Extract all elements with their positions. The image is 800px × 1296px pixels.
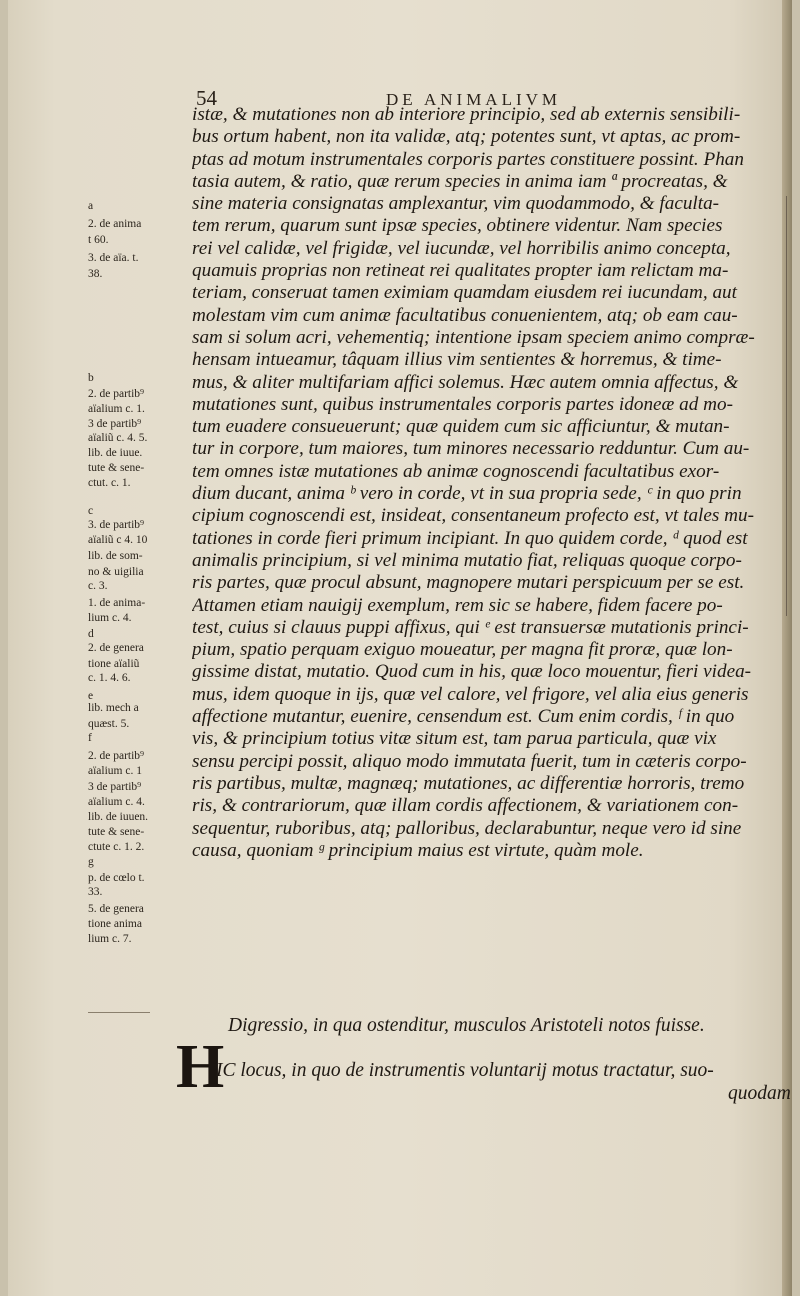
running-head: DE ANIMALIVM [386, 90, 562, 109]
margin-note: g [88, 856, 94, 868]
margin-note: 33. [88, 886, 103, 898]
text-line: gissime distat, mutatio. Quod cum in his, quæ loco mouentur, fieri videa- [192, 661, 752, 683]
margin-note: lib. mech a [88, 702, 139, 714]
text-line: teriam, conseruat tamen eximiam quamdam eiusdem rei iucundam, aut [192, 282, 737, 304]
margin-note: 3 de partib⁹ [88, 781, 142, 793]
text-line: bus ortum habent, non ita validæ, atq; potentes sunt, vt aptas, ac prom- [192, 126, 741, 148]
margin-note: lium c. 7. [88, 933, 132, 945]
margin-note: p. de cœlo t. [88, 872, 145, 884]
margin-note: 3. de partib⁹ [88, 519, 145, 531]
text-line: sam si solum acri, vehementiq; intentione ipsam speciem animo compræ- [192, 326, 755, 348]
text-line: ris, & contrariorum, quæ illam cordis affectionem, & variationem con- [192, 795, 739, 817]
margin-note: no & uigilia [88, 566, 144, 578]
text-line: tur in corpore, tum maiores, tum minores necessario redduntur. Cum au- [192, 438, 750, 460]
text-line: quamuis proprias non retineat rei qualitates propter iam relictam ma- [192, 260, 729, 282]
margin-note: aïalium c. 1. [88, 403, 145, 415]
text-line: ris partes, quæ procul absunt, magnopere mutari perspicuum per se est. [192, 572, 745, 594]
text-line: ptas ad motum instrumentales corporis partes constituere possint. Phan [192, 148, 744, 170]
text-line: tem omnes istæ mutationes ab animæ cognoscendi facultatibus exor- [192, 460, 720, 482]
text-line: molestam vim cum animæ facultatibus conuenientem, atq; ob eam cau- [192, 304, 738, 326]
margin-note: 2. de genera [88, 642, 144, 654]
text-line: tasia autem, & ratio, quæ rerum species in anima iam ª procreatas, & [192, 170, 728, 192]
margin-note: aïaliũ c 4. 10 [88, 534, 148, 546]
margin-note: 3 de partib⁹ [88, 418, 142, 430]
text-line: mus, idem quoque in ijs, quæ vel calore, vel frigore, vel alia eius generis [192, 683, 749, 705]
margin-note: tute & sene- [88, 826, 145, 838]
text-line: animalis principium, si vel minima mutatio fiat, reliquas quoque corpo- [192, 549, 742, 571]
margin-note: lib. de som- [88, 550, 143, 562]
margin-note: ctute c. 1. 2. [88, 841, 145, 853]
margin-note: b [88, 372, 94, 384]
text-line: affectione mutantur, euenire, censendum est. Cum enim cordis, ᶠ in quo [192, 706, 735, 728]
text-line: dium ducant, anima ᵇ vero in corde, vt in sua propria sede, ᶜ in quo prin [192, 483, 742, 505]
margin-note: 1. de anima- [88, 597, 146, 609]
text-line: sequentur, ruboribus, atq; palloribus, declarabuntur, neque vero id sine [192, 817, 742, 839]
text-line: sensu percipi possit, aliquo modo immutata fuerit, tum in cæteris corpo- [192, 750, 747, 772]
margin-note: lib. de iuuen. [88, 811, 149, 823]
text-line: hensam intueamur, tâquam illius vim sentientes & horremus, & time- [192, 349, 722, 371]
margin-note: 2. de anima [88, 218, 142, 230]
margin-note: e [88, 690, 94, 702]
margin-note: t 60. [88, 234, 109, 246]
main-text-block [192, 104, 784, 862]
text-line: Attamen etiam nauigij exemplum, rem sic se habere, fidem facere po- [192, 594, 723, 616]
drop-cap: H [176, 1033, 225, 1101]
margin-note: 2. de partib⁹ [88, 750, 145, 762]
margin-note: tione anima [88, 918, 142, 930]
final-paragraph-line: IC locus, in quo de instrumentis voluntarij motus tractatur, suo- [216, 1060, 714, 1081]
text-line: sine materia consignatas amplexantur, vim quodammodo, & faculta- [192, 193, 720, 215]
margin-note: 5. de genera [88, 903, 144, 915]
text-line: cipium cognoscendi est, insideat, consentaneum profecto est, vt tales mu- [192, 505, 755, 527]
text-line: tem rerum, quarum sunt ipsæ species, obtinere videntur. Nam species [192, 215, 723, 237]
text-line: pium, spatio perquam exiguo moueatur, per magna fit proræ, quæ lon- [192, 639, 733, 661]
margin-note: a [88, 200, 94, 212]
text-line: test, cuius si clauus puppi affixus, qui ᵉ est transuersæ mutationis princi- [192, 616, 749, 638]
margin-note: d [88, 628, 94, 640]
text-line: istæ, & mutationes non ab interiore principio, sed ab externis sensibili- [192, 104, 741, 125]
margin-note: lib. de iuue. [88, 447, 143, 459]
text-line: rei vel calidæ, vel frigidæ, vel iucundæ, vel horribilis animo concepta, [192, 237, 731, 259]
text-line: vis, & principium totius vitæ situm est, tam parua particula, quæ vix [192, 728, 717, 750]
text-line: ris partibus, multæ, magnæq; mutationes, ac differentiæ horroris, tremo [192, 772, 745, 794]
margin-note: c [88, 505, 94, 517]
margin-note: quæst. 5. [88, 718, 130, 730]
margin-divider [88, 1012, 150, 1013]
margin-note: lium c. 4. [88, 612, 132, 624]
text-line: tum euadere consueuerunt; quæ quidem cum sic afficiuntur, & mutan- [192, 416, 730, 438]
margin-note: 2. de partib⁹ [88, 388, 145, 400]
margin-note: 3. de aïa. t. [88, 252, 139, 264]
catchword: quodam [728, 1083, 791, 1104]
margin-note: tute & sene- [88, 462, 145, 474]
margin-note: 38. [88, 268, 103, 280]
text-line: tationes in corde fieri primum incipiant. In quo quidem corde, ᵈ quod est [192, 527, 748, 549]
margin-bracket [786, 196, 790, 616]
margin-note: aïalium c. 1 [88, 765, 142, 777]
digression-heading: Digressio, in qua ostenditur, musculos Aristoteli notos fuisse. [228, 1015, 705, 1036]
margin-note: aïaliũ c. 4. 5. [88, 432, 148, 444]
page-number: 54 [196, 86, 217, 110]
margin-note: f [88, 732, 92, 744]
margin-note: aïalium c. 4. [88, 796, 145, 808]
text-line: mus, & aliter multifariam affici solemus. Hæc autem omnia affectus, & [192, 371, 739, 393]
margin-note: ctut. c. 1. [88, 477, 131, 489]
text-line: mutationes sunt, quibus instrumentales corporis partes idoneæ ad mo- [192, 393, 733, 415]
margin-note: c. 3. [88, 580, 108, 592]
text-line: causa, quoniam ᵍ principium maius est virtute, quàm mole. [192, 839, 644, 861]
margin-note: tione aïaliũ [88, 658, 140, 670]
margin-note: c. 1. 4. 6. [88, 672, 131, 684]
